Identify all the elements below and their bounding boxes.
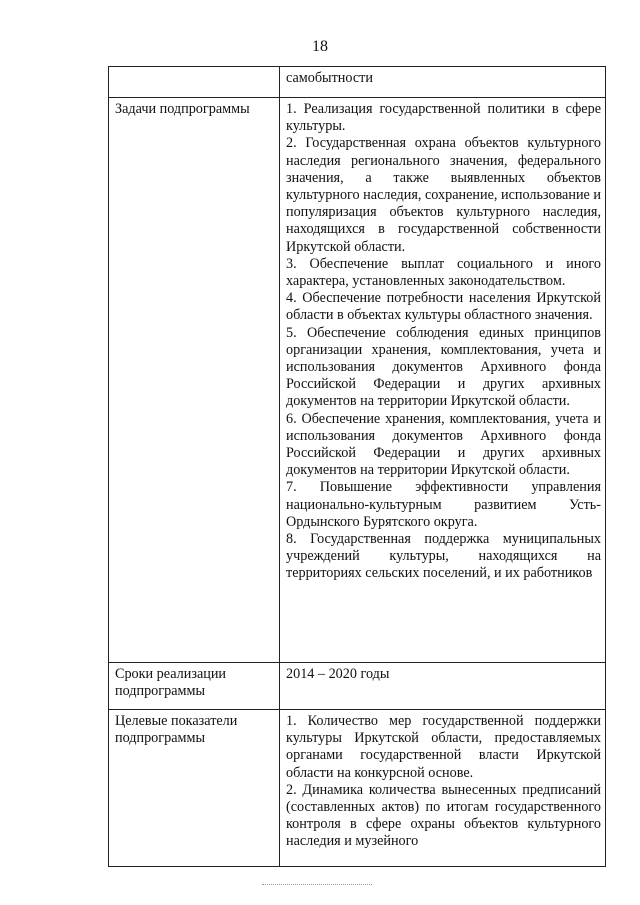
table-row-tasks	[109, 98, 606, 663]
task-item-3: 3. Обеспечение выплат социального и иного характера, установленных законодательством.	[286, 255, 601, 290]
task-item-4: 4. Обеспечение потребности населения Иркутской области в объектах культуры областного значения.	[286, 290, 601, 324]
tasks-list	[280, 98, 606, 663]
scan-footer-mark	[262, 884, 372, 885]
task-item-6: 6. Обеспечение хранения, комплектования, учета и использования документов Архивного фонда Российской Федерации и других архивных документов на территории Иркутской области.	[286, 410, 601, 479]
indicators-label: Целевые показатели подпрограммы	[109, 710, 280, 867]
task-item-7: 7. Повышение эффективности управления национально-культурным развитием Усть-Ордынского Бурятского округа.	[286, 479, 601, 530]
indicator-item-1: 1. Количество мер государственной поддержки культуры Иркутской области, предоставляемых органами государственной власти Иркутской области на конкурсной основе.	[286, 713, 601, 781]
task-item-8: 8. Государственная поддержка муниципальных учреждений культуры, находящихся на территориях сельских поселений, и их работников	[286, 531, 601, 582]
continuation-label	[109, 67, 280, 98]
tasks-label: Задачи подпрограммы	[109, 98, 280, 663]
indicators-list	[280, 710, 606, 867]
terms-label: Сроки реализации подпрограммы	[109, 663, 280, 710]
task-item-1: 1. Реализация государственной политики в сфере культуры.	[286, 101, 601, 135]
indicator-item-2: 2. Динамика количества вынесенных предписаний (составленных актов) по итогам государственного контроля в сфере охраны объектов культурного наследия и музейного	[286, 781, 601, 850]
subprogram-passport-table	[108, 66, 606, 867]
terms-text: 2014 – 2020 годы	[280, 663, 606, 710]
page-number: 18	[312, 38, 328, 55]
table-row-indicators	[109, 710, 606, 867]
continuation-text: самобытности	[280, 67, 606, 98]
table-row-continuation	[109, 67, 606, 98]
task-item-2: 2. Государственная охрана объектов культурного наследия регионального значения, федерального значения, а также выявленных объектов культурного наследия, сохранение, использование и популяризация объектов культурного наследия, находящихся в государственной собственности Иркутской области.	[286, 135, 601, 255]
table-row-terms	[109, 663, 606, 710]
task-item-5: 5. Обеспечение соблюдения единых принципов организации хранения, комплектования, учета и использования документов Архивного фонда Российской Федерации и других архивных документов на территории Иркутской области.	[286, 324, 601, 410]
